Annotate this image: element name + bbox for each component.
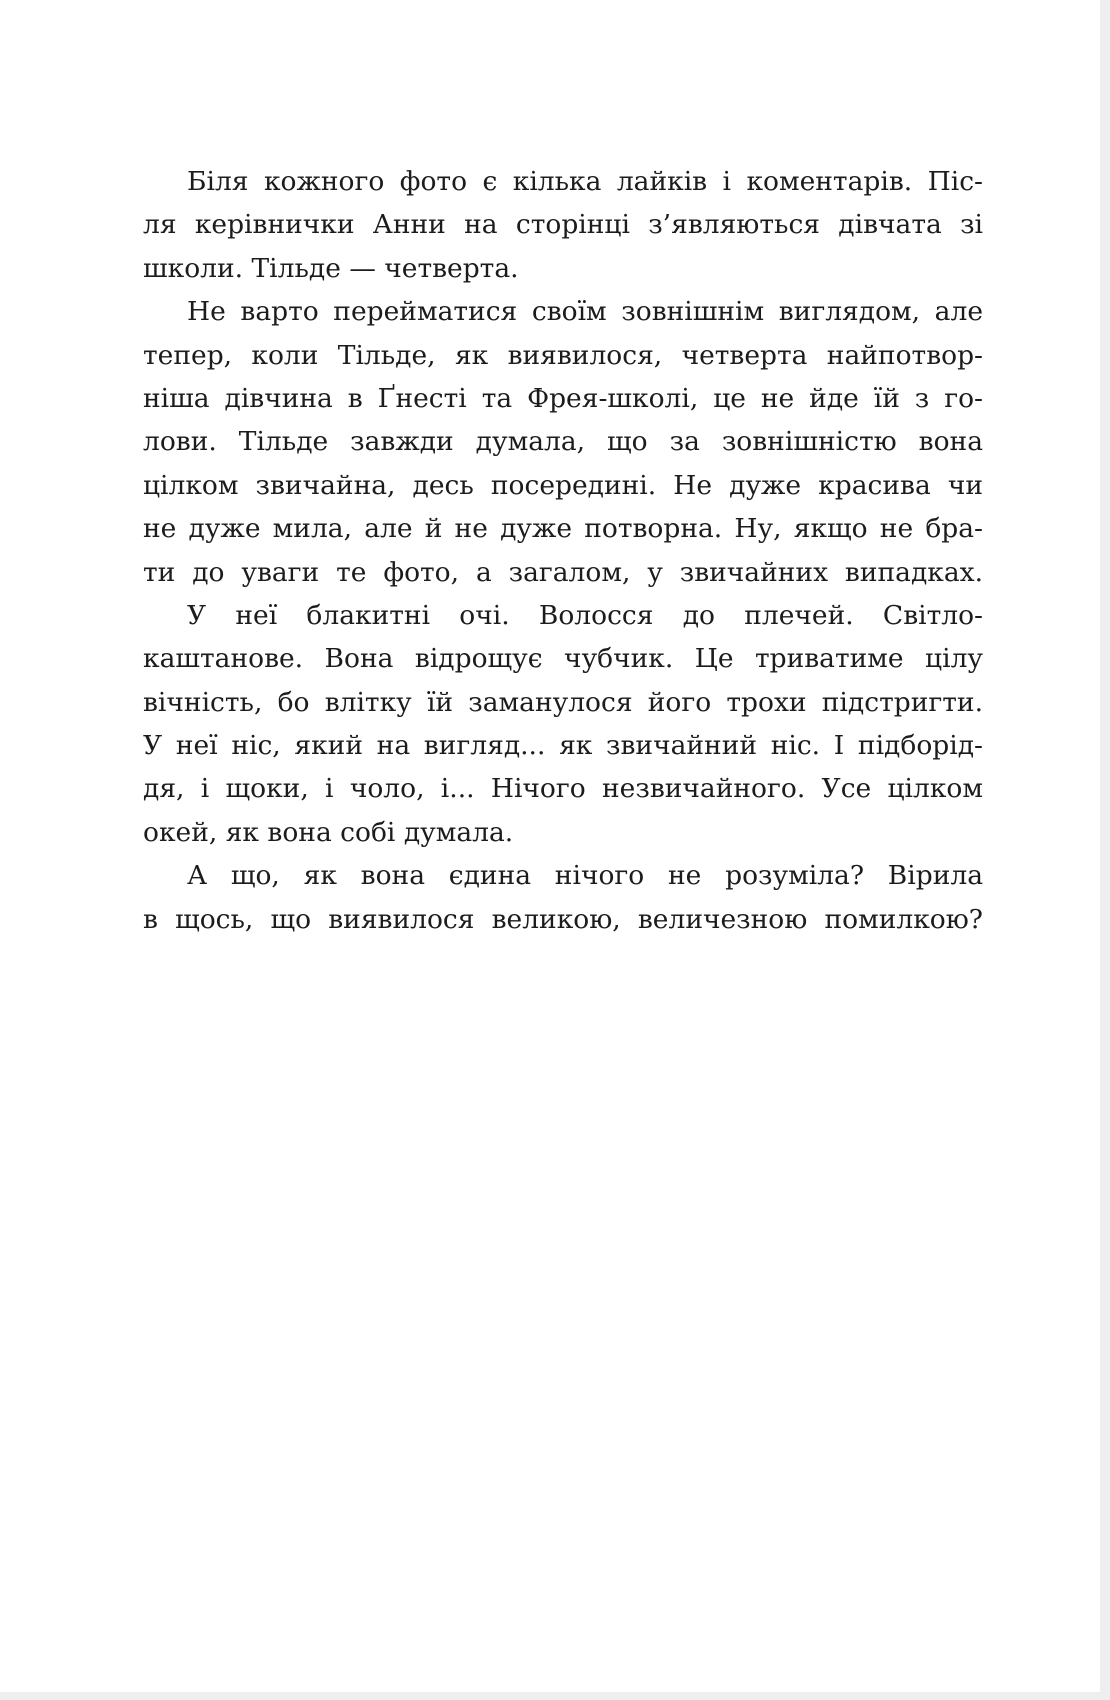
text-line: тепер, коли Тільде, як виявилося, четверта найпотвор- [143,339,983,371]
text-line: вічність, бо влітку їй заманулося його трохи підстригти. [143,686,983,718]
page-edge-bottom [0,1692,1110,1700]
text-line: Біля кожного фото є кілька лайків і коментарів. Піс- [187,166,983,197]
text-line: ніша дівчина в Ґнесті та Фрея-школі, це не йде їй з го- [143,382,983,414]
text-line: школи. Тільде — четверта. [143,252,519,284]
paragraph-3 [143,594,983,854]
text-line: ля керівнички Анни на сторінці з’являються дівчата зі [143,209,983,241]
text-line: в щось, що виявилося великою, величезною помилкою? [143,903,983,935]
text-line: окей, як вона собі думала. [143,816,514,848]
text-line: не дуже мила, але й не дуже потворна. Ну, якщо не бра- [143,513,983,545]
text-line: Не варто перейматися своїм зовнішнім виглядом, але [187,296,983,328]
paragraph-1 [143,160,983,290]
text-line: ти до уваги те фото, а загалом, у звичайних випадках. [143,556,983,588]
text-line: А що, як вона єдина нічого не розуміла? Вірила [187,860,983,892]
paragraph-2 [143,290,983,594]
body-text [143,160,983,941]
text-line: У неї блакитні очі. Волосся до плечей. Світло- [187,599,983,631]
text-line: лови. Тільде завжди думала, що за зовнішністю вона [143,426,983,458]
text-line: цілком звичайна, десь посередині. Не дуже красива чи [143,469,983,501]
text-line: дя, і щоки, і чоло, і... Нічого незвичайного. Усе цілком [143,773,983,805]
text-line: У неї ніс, який на вигляд... як звичайний ніс. І підборід- [143,730,983,762]
page-edge-right [1100,0,1110,1700]
paragraph-4 [143,854,983,941]
text-line: каштанове. Вона відрощує чубчик. Це триватиме цілу [143,643,983,675]
